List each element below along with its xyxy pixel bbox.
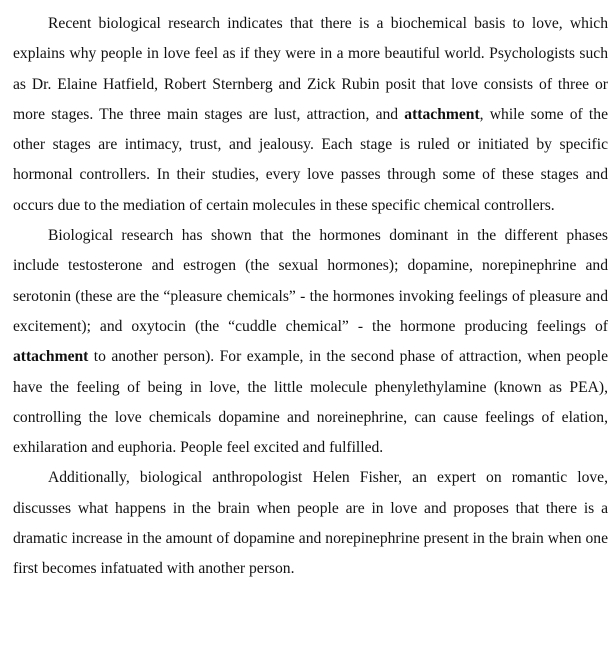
paragraph-1-bold-term: attachment xyxy=(404,105,480,123)
paragraph-2-bold-term: attachment xyxy=(13,348,89,366)
paragraph-2-text-2: to another person). For example, in the second phase of attraction, when people have the feeling of being in love, the little molecule phenylethylamine (known as PEA), controlling the love chemicals dopamine and noreinephrine, can cause feelings of elation, exhilaration and euphoria. People feel excited and fulfilled. xyxy=(13,348,608,457)
paragraph-2 xyxy=(13,221,608,463)
paragraph-3-text-1: Additionally, biological anthropologist Helen Fisher, an expert on romantic love, discusses what happens in the brain when people are in love and proposes that there is a dramatic increase in the amount of dopamine and norepinephrine present in the brain when one first becomes infatuated with another person. xyxy=(13,469,608,578)
paragraph-1 xyxy=(13,9,608,221)
paragraph-2-text-1: Biological research has shown that the hormones dominant in the different phases include testosterone and estrogen (the sexual hormones); dopamine, norepinephrine and serotonin (these are the “pleasure chemicals” - the hormones invoking feelings of pleasure and excitement); and oxytocin (the “cuddle chemical” - the hormone producing feelings of xyxy=(13,227,608,335)
paragraph-1-text-1: Recent biological research indicates that there is a biochemical basis to love, which explains why people in love feel as if they were in a more beautiful world. Psychologists such as Dr. Elaine Hatfield, Robert Sternberg and Zick Rubin posit that love consists of three or more stages. The three main stages are lust, attraction, and xyxy=(13,15,608,123)
paragraph-3 xyxy=(13,463,608,584)
paragraph-1-text-2: , while some of the other stages are intimacy, trust, and jealousy. Each stage is ruled or initiated by specific hormonal controllers. In their studies, every love passes through some of these stages and occurs due to the mediation of certain molecules in these specific chemical controllers. xyxy=(13,105,608,214)
